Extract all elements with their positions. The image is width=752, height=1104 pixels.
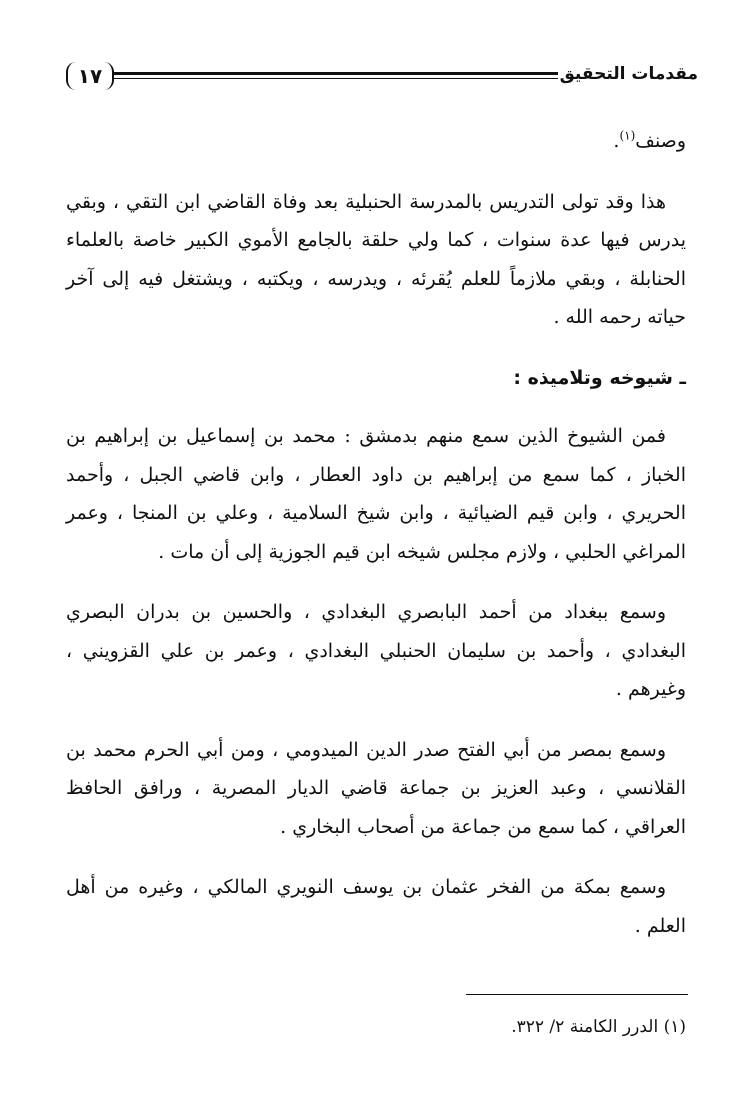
paragraph-teaching: هذا وقد تولى التدريس بالمدرسة الحنبلية بعد وفاة القاضي ابن التقي ، وبقي يدرس فيها عدة سنوات ، كما ولي حلقة بالجامع الأموي الكبير خاصة بالعلماء الحنابلة ، وبقي ملازماً للعلم يُقرئه ، ويدرسه ، ويكتبه ، ويشتغل فيه إلى آخر حياته رحمه الله .: [66, 190, 686, 328]
continuation-text: وصنف: [635, 130, 686, 152]
footnote-ref: (١): [619, 128, 636, 143]
header-rule-thin: [114, 78, 558, 79]
paragraph-baghdad: وسمع ببغداد من أحمد البابصري البغدادي ، والحسين بن بدران البصري البغدادي ، وأحمد بن سليمان الحنبلي البغدادي ، وعمر بن علي القزويني ، وغيرهم .: [66, 601, 686, 700]
paragraph-mecca: وسمع بمكة من الفخر عثمان بن يوسف النويري المالكي ، وغيره من أهل العلم .: [66, 876, 686, 937]
spacer: [66, 337, 686, 359]
footnote: (١) الدرر الكامنة ٢/ ٣٢٢.: [511, 1017, 686, 1037]
header-rule: [114, 72, 558, 75]
paragraph-damascus: فمن الشيوخ الذين سمع منهم بدمشق : محمد بن إسماعيل بن إبراهيم بن الخباز ، كما سمع من إبراهيم بن داود العطار ، وابن قاضي الجبل ، وأحمد الحريري ، وابن قيم الضيائية ، وابن شيخ السلامية ، وعلي بن المنجا ، وعمر المراغي الحلبي ، ولازم مجلس شيخه ابن قيم الجوزية إلى أن مات .: [66, 425, 686, 563]
main-text: [66, 122, 686, 945]
running-header: [66, 58, 698, 98]
spacer: [66, 161, 686, 183]
footnote-separator: [466, 994, 688, 995]
continuation-line: [66, 122, 686, 161]
continuation-end: .: [613, 130, 620, 152]
spacer: [66, 571, 686, 593]
page-number: ١٧: [66, 62, 114, 90]
running-title: مقدمات التحقيق: [559, 64, 698, 84]
spacer: [66, 709, 686, 731]
spacer: [66, 846, 686, 868]
paragraph-egypt: وسمع بمصر من أبي الفتح صدر الدين الميدومي ، ومن أبي الحرم محمد بن القلانسي ، وعبد العزيز بن جماعة قاضي الديار المصرية ، ورافق الحافظ العراقي ، كما سمع من جماعة من أصحاب البخاري .: [66, 738, 686, 838]
section-heading: ـ شيوخه وتلاميذه :: [513, 366, 686, 389]
spacer: [66, 397, 686, 417]
